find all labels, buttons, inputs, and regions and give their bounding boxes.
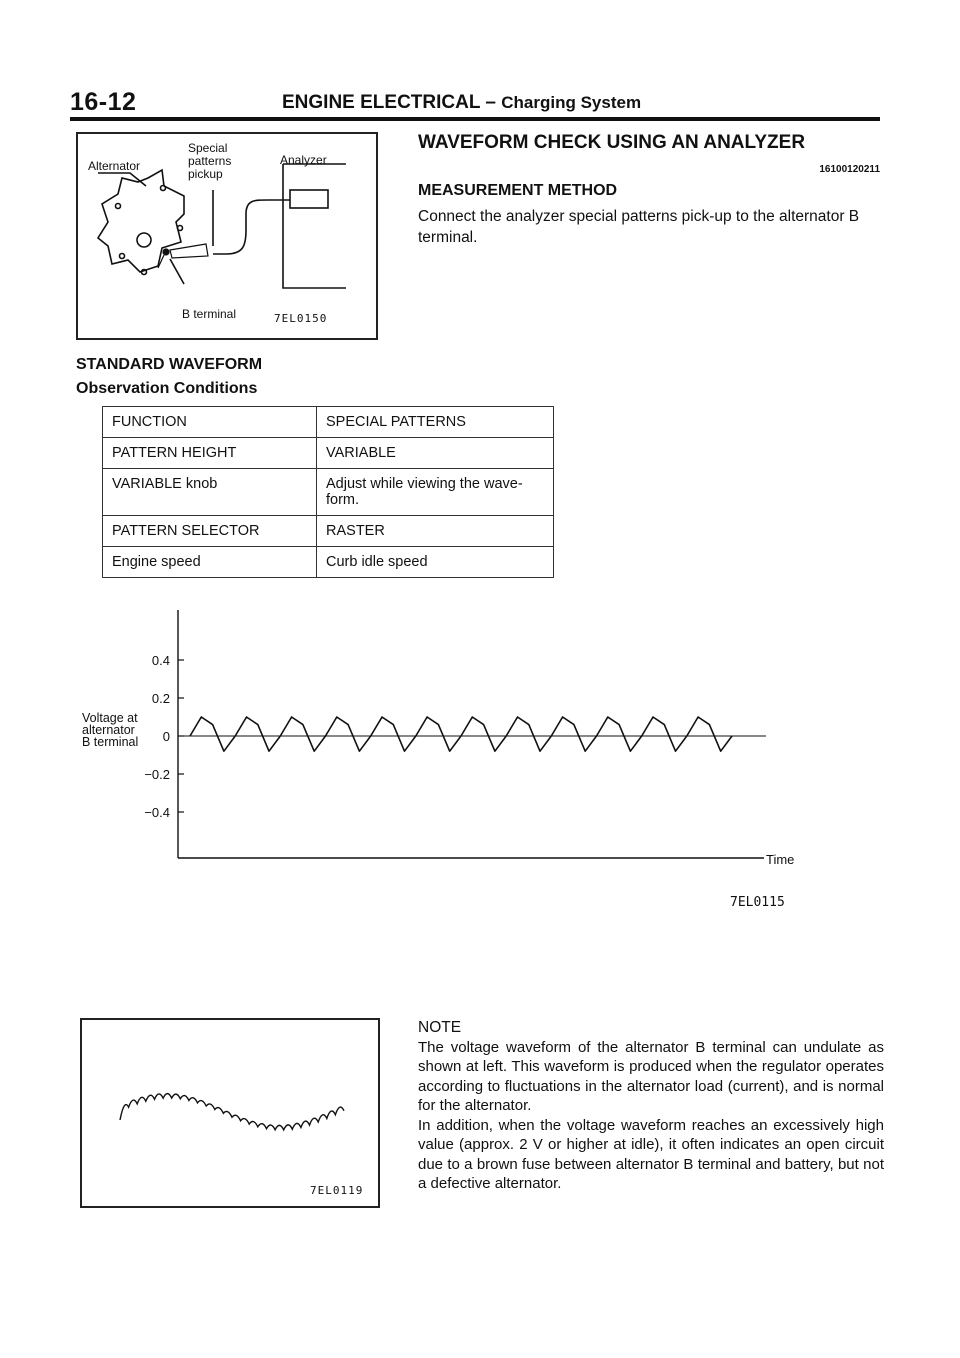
note-body-paragraph-1: The voltage waveform of the alternator B terminal can undulate as shown at left. This waveform is produced when the regulator operates according to fluctuations in the alternator load (current), and is normal for the alternator. (418, 1038, 884, 1114)
page-number: 16-12 (70, 88, 137, 116)
undulating-waveform-drawing (82, 1020, 378, 1206)
section-title-dash: – (485, 92, 496, 113)
table-cell-function: PATTERN SELECTOR (103, 516, 317, 547)
table-cell-value: RASTER (317, 516, 554, 547)
table-row (103, 516, 554, 547)
table-cell-function: PATTERN HEIGHT (103, 438, 317, 469)
table-cell-value: Adjust while viewing the wave-form. (317, 469, 554, 516)
y-axis-label-line: Voltage at (82, 711, 138, 725)
measurement-method-body: Connect the analyzer special patterns pick-up to the alternator B terminal. (418, 208, 860, 246)
observation-conditions-heading: Observation Conditions (76, 380, 258, 397)
table-cell-function: VARIABLE knob (103, 469, 317, 516)
table-cell-value: Curb idle speed (317, 547, 554, 578)
special-patterns-pickup-label-line1: Special (188, 141, 228, 155)
b-terminal-label: B terminal (182, 307, 237, 321)
measurement-method-heading: MEASUREMENT METHOD (418, 182, 618, 199)
note-body-paragraph-2: In addition, when the voltage waveform reaches an excessively high value (approx. 2 V or higher at idle), it often indicates an open circuit due to a brown fuse between alternator B terminal and battery, but not a defective alternator. (418, 1116, 884, 1192)
y-tick-label: 0.4 (151, 653, 170, 668)
section-title (282, 92, 641, 114)
y-tick-label: 0 (162, 729, 170, 744)
chart-labels (82, 711, 794, 910)
table-cell-function: FUNCTION (103, 407, 317, 438)
note-title: NOTE (418, 1019, 462, 1036)
table-row (103, 407, 554, 438)
special-patterns-pickup-label-line2: patterns (188, 154, 232, 168)
document-code: 16100120211 (819, 164, 880, 175)
alternator-label: Alternator (88, 159, 141, 173)
analyzer-label: Analyzer (280, 153, 327, 167)
figure-1-code: 7EL0150 (274, 312, 328, 325)
figure-2-code: 7EL0119 (310, 1184, 364, 1197)
section-title-main: ENGINE ELECTRICAL (282, 92, 481, 113)
table-row (103, 547, 554, 578)
table-row (103, 438, 554, 469)
header-rule (70, 117, 880, 121)
note-block (418, 1018, 884, 1194)
standard-waveform-heading: STANDARD WAVEFORM (76, 356, 263, 373)
chart-axes (178, 610, 766, 858)
y-axis-label-line: B terminal (82, 735, 139, 749)
chart-figure-code: 7EL0115 (730, 895, 785, 910)
undulating-waveform-figure (80, 1018, 380, 1208)
y-tick-label: −0.4 (144, 805, 170, 820)
y-axis-label-line: alternator (82, 723, 135, 737)
y-tick-label: −0.2 (144, 767, 170, 782)
table-cell-value: VARIABLE (317, 438, 554, 469)
waveform-check-heading: WAVEFORM CHECK USING AN ANALYZER (418, 132, 806, 153)
standard-waveform-chart (0, 600, 960, 920)
table-cell-value: SPECIAL PATTERNS (317, 407, 554, 438)
observation-conditions-table (102, 406, 554, 578)
chart-series (190, 717, 732, 751)
ripple-waveform-line (190, 717, 732, 751)
y-tick-label: 0.2 (151, 691, 170, 706)
section-title-sub: Charging System (501, 93, 642, 112)
special-patterns-pickup-label-line3: pickup (188, 167, 223, 181)
x-axis-label: Time (766, 852, 795, 867)
table-cell-function: Engine speed (103, 547, 317, 578)
table-row (103, 469, 554, 516)
undulating-waveform-line (120, 1094, 344, 1130)
analyzer-connection-figure (76, 132, 378, 340)
